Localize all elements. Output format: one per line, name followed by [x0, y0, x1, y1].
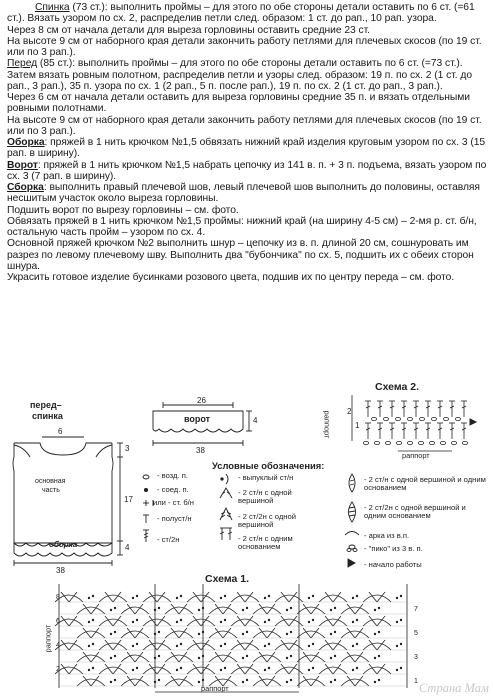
schematic-main-label2: часть: [42, 487, 60, 494]
trim-heading: Оборка: [7, 137, 45, 148]
scheme1-fan: [143, 595, 171, 602]
scheme1-fan: [363, 619, 391, 626]
scheme1-dot: [308, 645, 310, 647]
assembly-armholes: Обвязать пряжей в 1 нить крючком №1,5 проймы: нижний край (на ширину 4-5 см) – 2-мя р. ст. б/н, остальную часть пройм – узором по сх. 4.: [7, 215, 477, 238]
scheme1-dot: [136, 643, 138, 645]
scheme1-fan: [363, 643, 391, 650]
trim-body: : пряжей в 1 нить крючком №1,5 обвязать нижний край изделия круговым узором по сх. 3 (15 рап. в ширину).: [7, 137, 486, 160]
scheme1-dot: [356, 595, 358, 597]
scheme1-dot: [374, 633, 376, 635]
scheme1-dot: [356, 667, 358, 669]
scheme1-fan: [297, 607, 325, 614]
scheme1-dot: [268, 619, 270, 621]
scheme1-dot: [378, 607, 380, 609]
scheme1-dot: [400, 643, 402, 645]
scheme1-fan: [187, 595, 215, 602]
scheme2-chain: [363, 441, 368, 444]
scheme1-fan: [319, 619, 347, 626]
scheme1-fan: [121, 631, 149, 638]
collar-body: : пряжей в 1 нить крючком №1,5 набрать цепочку из 141 в. п. + 3 п. подъема, вязать узором по сх. 3 (7 рап. в ширину).: [7, 159, 487, 182]
scheme1-dot: [330, 657, 332, 659]
front-body: (85 ст.): выполнить проймы – для этого по обе стороны детали оставить по 6 ст. (=73 ст.). Затем вязать ровным полотном, распределив петли и узоры след. образом: 19 п. по сх. 2 (1 ст. до рап., 3 рап.), 35 п. узора по сх. 1 (2 рап., 5 п. после рап.), 19 п. по сх. 2 (1 ст. до рап., 3 рап.).: [7, 58, 473, 92]
scheme1-dot: [396, 645, 398, 647]
schematic-dim-bottom: 38: [56, 566, 65, 575]
scheme1-dot: [92, 619, 94, 621]
scheme1-fan: [253, 655, 281, 662]
back-section: [7, 2, 489, 25]
schematic-title-line2: спинка: [32, 411, 63, 421]
scheme1-dot: [136, 595, 138, 597]
scheme1-fan: [363, 595, 391, 602]
scheme1-dot: [198, 657, 200, 659]
scheme1-fan: [231, 619, 259, 626]
scheme1-fan: [253, 607, 281, 614]
scheme1-dot: [176, 621, 178, 623]
scheme1-dot: [114, 631, 116, 633]
scheme1-fan: [143, 667, 171, 674]
scheme2-row-1: 1: [355, 421, 360, 430]
scheme1-fan: [121, 607, 149, 614]
scheme1-fan: [231, 595, 259, 602]
scheme1-dot: [286, 657, 288, 659]
scheme1-dot: [158, 655, 160, 657]
legend-sc-or: или: [153, 498, 166, 507]
scheme1-dot: [110, 633, 112, 635]
scheme1-fan: [187, 643, 215, 650]
scheme1-dot: [88, 621, 90, 623]
scheme1-fan: [99, 667, 127, 674]
scheme1-dot: [136, 667, 138, 669]
scheme1-dot: [220, 669, 222, 671]
scheme1-fan: [209, 631, 237, 638]
scheme1-row-number: 7: [414, 606, 418, 613]
scheme1-chart: [55, 584, 415, 696]
scheme2-start-arrow: [470, 419, 476, 425]
collar-heading: Ворот: [7, 159, 38, 171]
scheme1-dot: [396, 597, 398, 599]
scheme1-dot: [88, 597, 90, 599]
legend-label-cluster-tr: - 2 ст/2н с одной вершиной и одним основанием: [364, 503, 466, 521]
legend-label-slip: - соед. п.: [157, 485, 189, 494]
garment-schematic: [2, 393, 142, 583]
scheme2-chain: [451, 441, 456, 444]
scheme1-row-number: 3: [414, 654, 418, 661]
scheme1-dot: [400, 667, 402, 669]
collar-label: ворот: [184, 414, 211, 424]
scheme1-dot: [92, 667, 94, 669]
scheme2-chain: [456, 417, 461, 420]
scheme1-fan: [77, 607, 105, 614]
scheme1-dot: [268, 643, 270, 645]
scheme1-fan: [121, 655, 149, 662]
scheme1-dot: [312, 643, 314, 645]
scheme1-fan: [165, 655, 193, 662]
scheme1-dot: [352, 669, 354, 671]
scheme1-dot: [246, 607, 248, 609]
scheme1-dot: [246, 655, 248, 657]
scheme1-dot: [374, 681, 376, 683]
scheme1-fan: [297, 655, 325, 662]
scheme1-fan: [297, 631, 325, 638]
scheme1-dot: [224, 619, 226, 621]
scheme1-dot: [264, 669, 266, 671]
scheme1-fan: [187, 667, 215, 674]
scheme1-dot: [242, 681, 244, 683]
scheme1-dot: [114, 679, 116, 681]
scheme1-fan: [99, 619, 127, 626]
assembly-heading: Сборка: [7, 182, 44, 193]
scheme1-dot: [334, 679, 336, 681]
legend-title: Условные обозначения:: [212, 460, 325, 471]
legend-label-hdc: - полуст/н: [157, 514, 192, 523]
scheme1-dot: [286, 633, 288, 635]
scheme1-dot: [88, 645, 90, 647]
scheme1-dot: [264, 621, 266, 623]
scheme1-dot: [330, 681, 332, 683]
scheme1-title: Схема 1.: [205, 573, 250, 585]
scheme1-dot: [224, 667, 226, 669]
assembly-beads: Украсить готовое изделие бусинками розового цвета, подшив их по центру переда – см. фото.: [7, 272, 455, 283]
scheme1-dot: [356, 619, 358, 621]
scheme1-dot: [110, 609, 112, 611]
scheme1-dot: [220, 621, 222, 623]
scheme1-dot: [264, 645, 266, 647]
collar-section: [7, 160, 489, 183]
scheme1-dot: [356, 643, 358, 645]
scheme1-dot: [132, 669, 134, 671]
legend-label-picot: - "пико" из 3 в. п.: [364, 544, 423, 553]
scheme1-dot: [290, 679, 292, 681]
scheme2-chain: [420, 417, 425, 420]
scheme1-fan: [143, 643, 171, 650]
assembly-collar: Подшить ворот по вырезу горловины – см. фото.: [7, 204, 239, 216]
scheme1-fan: [253, 679, 281, 686]
scheme1-fan: [165, 607, 193, 614]
legend-label-2dc-base: - 2 ст/н с одним основанием: [238, 534, 293, 552]
scheme1-dot: [132, 645, 134, 647]
schematic-dim-side2: 17: [124, 495, 133, 504]
scheme1-dot: [198, 609, 200, 611]
legend-label-tr: - ст/2н: [157, 535, 180, 544]
scheme1-dot: [224, 595, 226, 597]
scheme1-dot: [92, 643, 94, 645]
back-neckline: Через 8 см от начала детали для выреза горловины оставить средние 23 ст.: [7, 24, 370, 36]
scheme1-row-number: 5: [414, 630, 418, 637]
scheme1-dot: [158, 631, 160, 633]
scheme1-dot: [378, 655, 380, 657]
scheme1-dot: [334, 631, 336, 633]
scheme1-dot: [268, 595, 270, 597]
scheme1-rapport-vertical: раппорт: [43, 624, 53, 653]
scheme1-dot: [246, 631, 248, 633]
scheme1-dot: [308, 669, 310, 671]
scheme1-dot: [180, 595, 182, 597]
scheme1-fan: [231, 643, 259, 650]
scheme1-dot: [352, 621, 354, 623]
scheme1-dot: [308, 621, 310, 623]
scheme1-fan: [231, 667, 259, 674]
scheme1-dot: [132, 597, 134, 599]
legend-label-start: - начало работы: [364, 560, 422, 569]
scheme1-dot: [312, 619, 314, 621]
scheme1-dot: [220, 645, 222, 647]
scheme2-chain: [418, 441, 423, 444]
front-section: [7, 58, 489, 92]
front-shoulders: На высоте 9 см от наборного края детали закончить работу петлями для плечевых скосов (по 19 ст. или по 3 рап.).: [7, 114, 482, 137]
scheme2-chain: [372, 417, 377, 420]
scheme1-dot: [176, 669, 178, 671]
back-heading: Спинка: [35, 2, 70, 13]
scheme1-fan: [319, 667, 347, 674]
scheme1-dot: [396, 621, 398, 623]
scheme1-dot: [396, 669, 398, 671]
scheme1-dot: [242, 633, 244, 635]
legend-label-2dc-top: - 2 ст/н с одной вершиной: [238, 488, 292, 506]
scheme1-dot: [286, 681, 288, 683]
scheme1-fan: [143, 619, 171, 626]
watermark-logo: Страна Мам: [418, 681, 489, 695]
scheme1-fan: [297, 679, 325, 686]
scheme1-dot: [110, 657, 112, 659]
scheme2-chain: [440, 441, 445, 444]
scheme2-chain: [462, 441, 467, 444]
scheme1-fan: [165, 631, 193, 638]
scheme1-fan: [341, 655, 369, 662]
schematic-trim-label: оборка: [49, 540, 78, 549]
legend-label-sc: [153, 498, 194, 507]
scheme1-fan: [319, 643, 347, 650]
scheme1-dot: [176, 597, 178, 599]
scheme1-dot: [114, 607, 116, 609]
scheme1-dot: [92, 595, 94, 597]
scheme1-rapport-horizontal: раппорт: [201, 684, 229, 693]
assembly-section: [7, 182, 489, 205]
scheme1-dot: [242, 657, 244, 659]
scheme1-fan: [341, 607, 369, 614]
scheme1-dot: [136, 619, 138, 621]
scheme2-chain: [374, 441, 379, 444]
scheme1-dot: [290, 607, 292, 609]
scheme1-dot: [246, 679, 248, 681]
scheme1-dot: [374, 609, 376, 611]
instructions-text: [7, 2, 489, 283]
scheme1-dot: [286, 609, 288, 611]
scheme1-dot: [378, 631, 380, 633]
scheme1-dot: [180, 667, 182, 669]
scheme1-fan: [165, 679, 193, 686]
scheme2-chain: [384, 417, 389, 420]
back-shoulders: На высоте 9 см от наборного края детали закончить работу петлями для плечевых скосов (по 19 ст. или по 3 рап.).: [7, 35, 482, 58]
scheme2-chain: [408, 417, 413, 420]
scheme1-fan: [77, 631, 105, 638]
scheme2-row-2: 2: [347, 407, 352, 416]
scheme1-dot: [158, 679, 160, 681]
scheme1-dot: [224, 643, 226, 645]
assembly-cord: Основной пряжей крючком №2 выполнить шнур – цепочку из в. п. длиной 20 см, сошнуровать им разрез по левому плечевому шву. Выполнить два "бубончика" по сх. 5, подшить их с обеих сторон шнура.: [7, 238, 474, 272]
scheme1-dot: [374, 657, 376, 659]
scheme1-dot: [198, 633, 200, 635]
scheme1-fan: [99, 595, 127, 602]
scheme1-dot: [352, 597, 354, 599]
schematic-title-line1: перед–: [30, 400, 62, 410]
scheme1-dot: [114, 655, 116, 657]
scheme1-fan: [319, 595, 347, 602]
scheme1-fan: [253, 631, 281, 638]
scheme2-chain: [396, 417, 401, 420]
schematic-dim-top: 6: [58, 427, 63, 436]
collar-dim-top: 26: [197, 396, 206, 405]
legend-label-raised: - выпуклый ст/н: [238, 473, 294, 482]
scheme2-chain: [444, 417, 449, 420]
collar-dim-bottom: 38: [196, 446, 205, 455]
scheme1-fan: [77, 679, 105, 686]
scheme1-dot: [176, 645, 178, 647]
scheme1-row-number: 1: [414, 678, 418, 685]
scheme1-fan: [363, 667, 391, 674]
collar-schematic: [145, 397, 258, 467]
scheme1-dot: [290, 655, 292, 657]
collar-dim-side: 4: [253, 416, 258, 425]
scheme1-dot: [264, 597, 266, 599]
scheme1-dot: [88, 669, 90, 671]
scheme1-fan: [99, 643, 127, 650]
scheme1-row-number: 4: [56, 642, 60, 649]
scheme1-dot: [352, 645, 354, 647]
scheme1-dot: [312, 595, 314, 597]
scheme1-dot: [180, 619, 182, 621]
scheme1-fan: [209, 607, 237, 614]
legend-label-2tr-top: - 2 ст/2н с одной вершиной: [238, 512, 296, 530]
scheme1-dot: [308, 597, 310, 599]
scheme1-dot: [180, 643, 182, 645]
schematic-main-label1: основная: [35, 478, 66, 485]
scheme2-chain: [407, 441, 412, 444]
scheme1-fan: [341, 679, 369, 686]
scheme1-row-number: 8: [56, 594, 60, 601]
assembly-body: : выполнить правый плечевой шов, левый плечевой шов выполнить до половины, оставляя несшитым участок около выреза горловины.: [7, 182, 480, 205]
legend-label-cluster-dc: - 2 ст/н с одной вершиной и одним основанием: [364, 475, 486, 493]
scheme1-fan: [77, 655, 105, 662]
scheme2-chain: [385, 441, 390, 444]
front-neckline: Через 6 см от начала детали оставить для выреза горловины средние 35 п. и вязать отдельными ровными полотнами.: [7, 92, 470, 115]
scheme1-dot: [312, 667, 314, 669]
scheme2-chain: [432, 417, 437, 420]
schematic-dim-side1: 3: [125, 444, 130, 453]
scheme1-dot: [378, 679, 380, 681]
scheme1-dot: [220, 597, 222, 599]
trim-section: [7, 137, 489, 160]
scheme1-fan: [209, 655, 237, 662]
scheme1-dot: [242, 609, 244, 611]
legend-sc-text: - ст. б/н: [168, 498, 194, 507]
scheme1-dot: [330, 633, 332, 635]
scheme1-row-number: 2: [56, 666, 60, 673]
scheme1-fan: [187, 619, 215, 626]
scheme2-rapport-horizontal: раппорт: [402, 451, 430, 460]
scheme1-dot: [400, 619, 402, 621]
scheme1-dot: [334, 655, 336, 657]
schematic-dim-side3: 4: [125, 543, 130, 552]
scheme1-dot: [132, 621, 134, 623]
scheme1-dot: [268, 667, 270, 669]
back-body: (73 ст.): выполнить проймы – для этого по обе стороны детали оставить по 6 ст. (=61 ст.). Вязать узором по сх. 2, распределив петли след. образом: 1 ст. до рап., 10 рап. узора.: [7, 2, 475, 25]
legend-label-chain: - возд. п.: [157, 471, 188, 480]
scheme1-fan: [341, 631, 369, 638]
scheme2-chain: [429, 441, 434, 444]
scheme2-chain: [396, 441, 401, 444]
scheme1-dot: [198, 681, 200, 683]
scheme1-dot: [330, 609, 332, 611]
scheme2-title: Схема 2.: [375, 381, 420, 393]
scheme1-dot: [158, 607, 160, 609]
front-heading: Перед: [7, 58, 38, 70]
scheme1-dot: [334, 607, 336, 609]
scheme1-fan: [121, 679, 149, 686]
scheme1-dot: [110, 681, 112, 683]
scheme1-dot: [290, 631, 292, 633]
scheme1-row-number: 6: [56, 618, 60, 625]
scheme1-dot: [400, 595, 402, 597]
legend-label-arch: - арка из в.п.: [364, 531, 410, 540]
scheme2-rapport-vertical: раппорт: [322, 410, 332, 439]
